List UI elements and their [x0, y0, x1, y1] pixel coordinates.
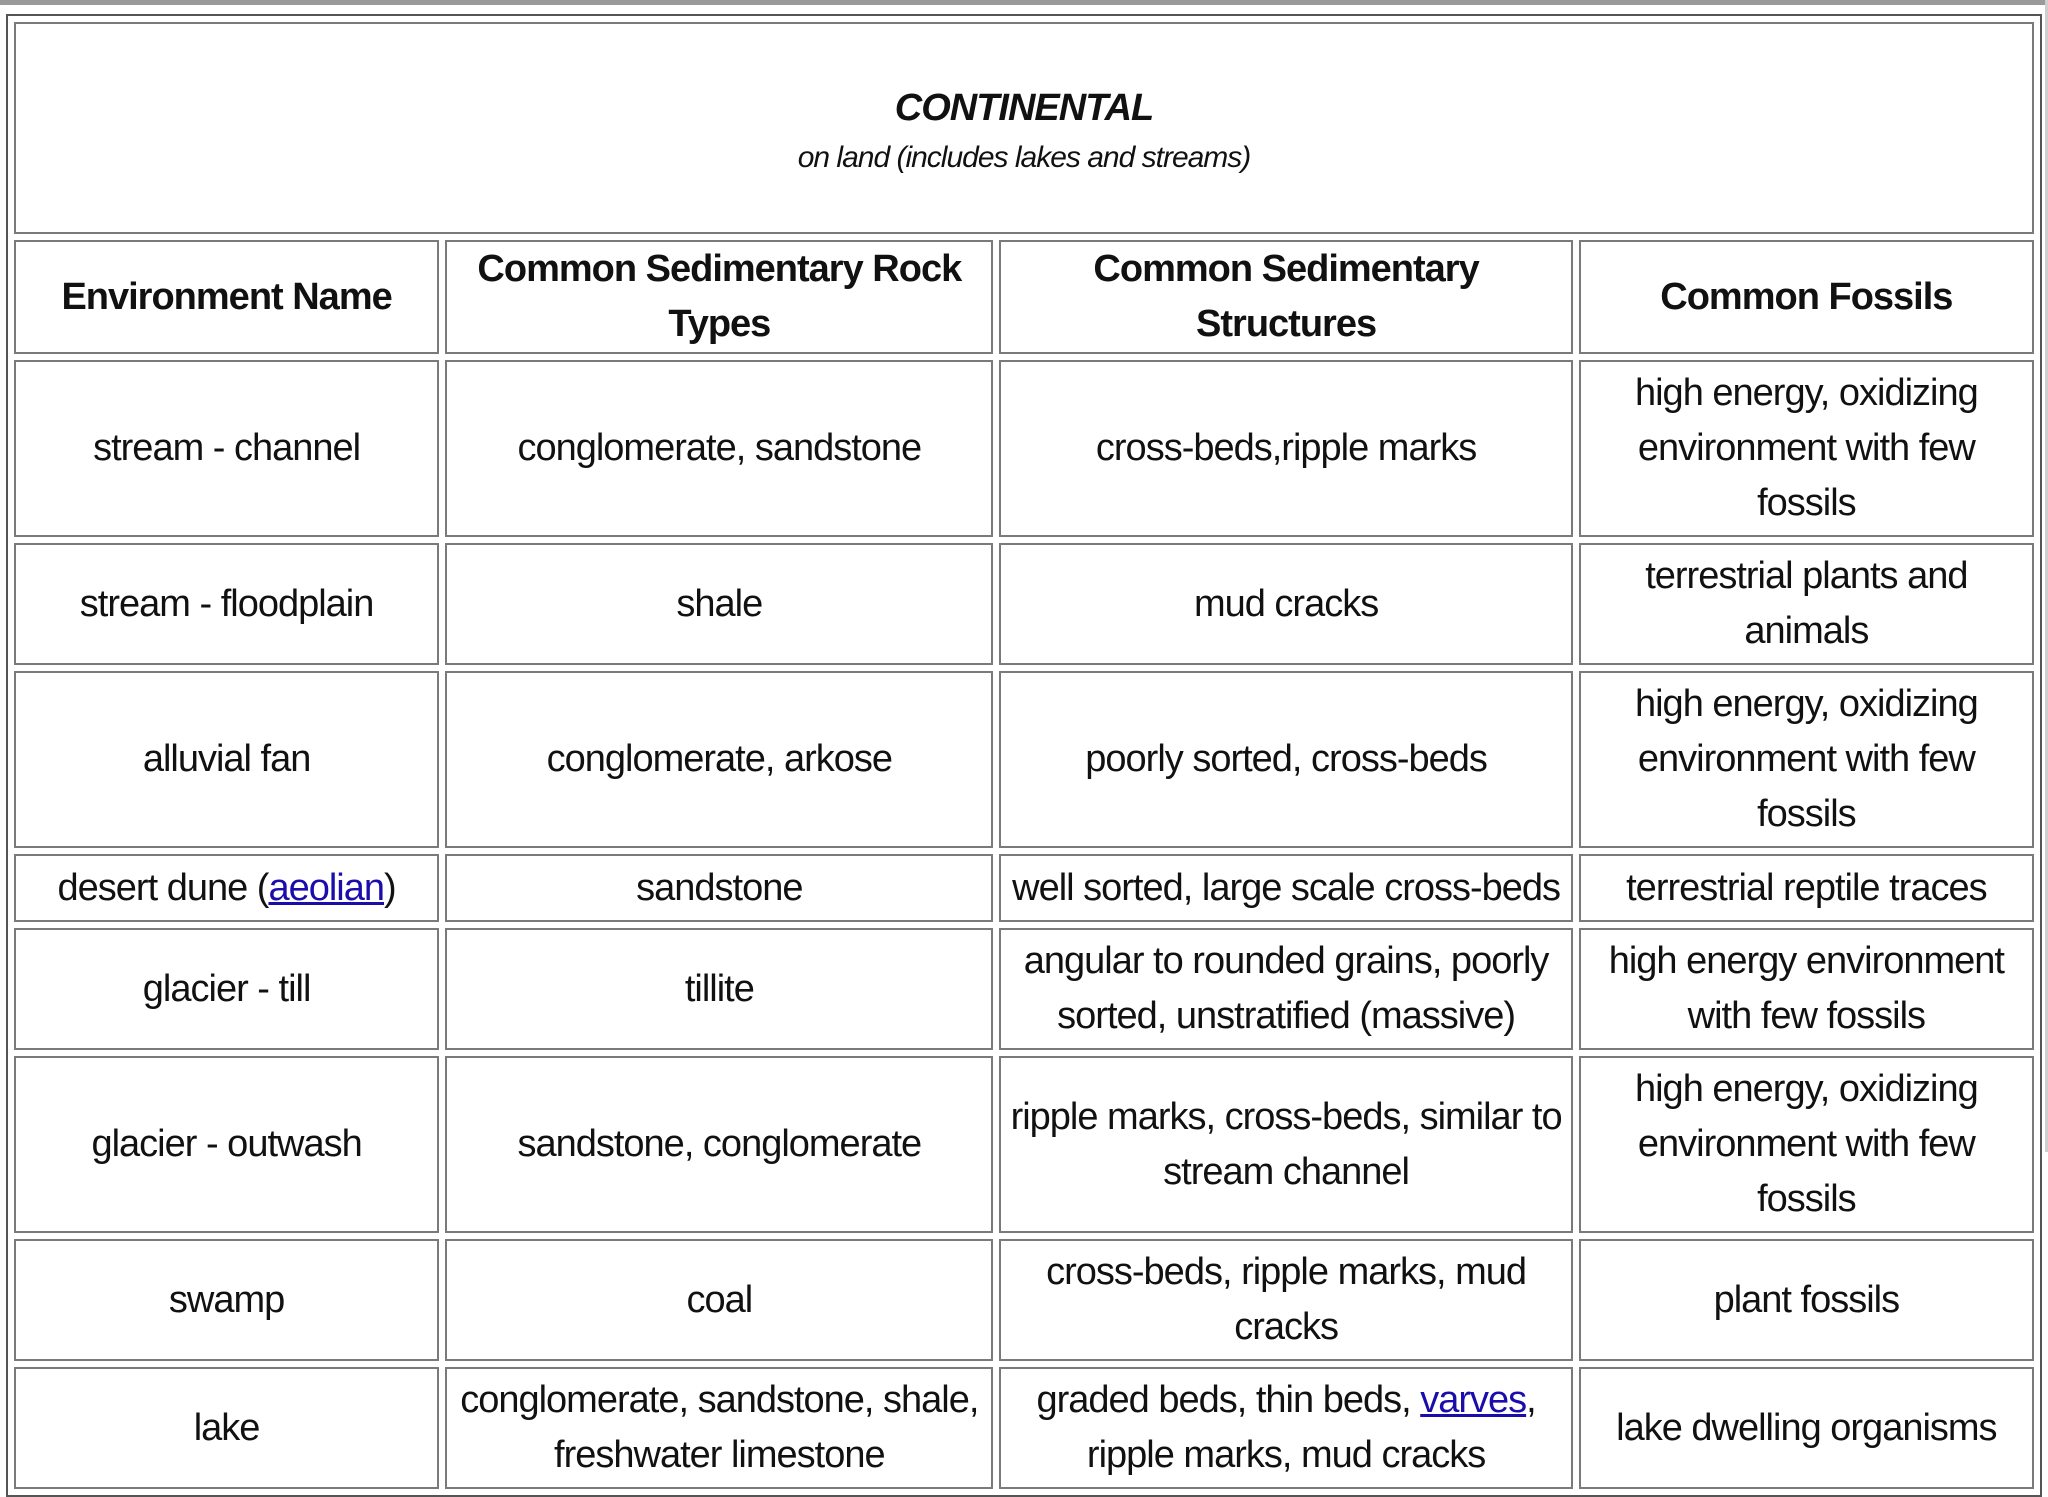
- table-row: [14, 360, 2034, 537]
- title-row: [14, 22, 2034, 234]
- environment-cell: swamp: [14, 1239, 439, 1361]
- header-common-fossils: Common Fossils: [1579, 240, 2034, 354]
- structures-text-suffix: , ripple marks, mud cracks: [1086, 1379, 1536, 1476]
- environment-cell: [14, 854, 439, 922]
- structures-cell: cross-beds,ripple marks: [999, 360, 1572, 537]
- fossils-cell: high energy environment with few fossils: [1579, 928, 2034, 1050]
- rock-types-cell: conglomerate, sandstone: [445, 360, 993, 537]
- structures-cell: ripple marks, cross-beds, similar to stream channel: [999, 1056, 1572, 1233]
- structures-cell: mud cracks: [999, 543, 1572, 665]
- header-environment-name: Environment Name: [14, 240, 439, 354]
- structures-cell: cross-beds, ripple marks, mud cracks: [999, 1239, 1572, 1361]
- environment-cell: glacier - outwash: [14, 1056, 439, 1233]
- varves-link[interactable]: varves: [1420, 1379, 1527, 1421]
- table-row: [14, 854, 2034, 922]
- fossils-cell: terrestrial plants and animals: [1579, 543, 2034, 665]
- table-row: [14, 1239, 2034, 1361]
- rock-types-cell: sandstone, conglomerate: [445, 1056, 993, 1233]
- table-title: CONTINENTAL: [894, 87, 1154, 129]
- structures-text-prefix: graded beds, thin beds,: [1036, 1379, 1421, 1421]
- header-rock-types: Common Sedimentary Rock Types: [445, 240, 993, 354]
- title-cell: [14, 22, 2034, 234]
- structures-cell: well sorted, large scale cross-beds: [999, 854, 1572, 922]
- top-border: [0, 0, 2048, 5]
- environment-cell: stream - floodplain: [14, 543, 439, 665]
- header-row: [14, 240, 2034, 354]
- rock-types-cell: shale: [445, 543, 993, 665]
- aeolian-link[interactable]: aeolian: [268, 866, 385, 909]
- structures-cell: [999, 1367, 1572, 1489]
- fossils-cell: high energy, oxidizing environment with few fossils: [1579, 360, 2034, 537]
- table-row: [14, 928, 2034, 1050]
- fossils-cell: high energy, oxidizing environment with few fossils: [1579, 671, 2034, 848]
- fossils-cell: plant fossils: [1579, 1239, 2034, 1361]
- structures-cell: poorly sorted, cross-beds: [999, 671, 1572, 848]
- structures-cell: angular to rounded grains, poorly sorted, unstratified (massive): [999, 928, 1572, 1050]
- environment-text-suffix: ): [384, 866, 396, 909]
- rock-types-cell: tillite: [445, 928, 993, 1050]
- fossils-cell: terrestrial reptile traces: [1579, 854, 2034, 922]
- rock-types-cell: conglomerate, sandstone, shale, freshwater limestone: [445, 1367, 993, 1489]
- rock-types-cell: sandstone: [445, 854, 993, 922]
- environment-cell: glacier - till: [14, 928, 439, 1050]
- continental-environments-table: [6, 14, 2042, 1497]
- rock-types-cell: conglomerate, arkose: [445, 671, 993, 848]
- rock-types-cell: coal: [445, 1239, 993, 1361]
- environment-cell: lake: [14, 1367, 439, 1489]
- table-row: [14, 1056, 2034, 1233]
- fossils-cell: high energy, oxidizing environment with few fossils: [1579, 1056, 2034, 1233]
- header-sedimentary-structures: Common Sedimentary Structures: [999, 240, 1572, 354]
- table-row: [14, 671, 2034, 848]
- table-row: [14, 543, 2034, 665]
- environment-text-prefix: desert dune (: [57, 866, 269, 909]
- environment-cell: alluvial fan: [14, 671, 439, 848]
- environment-cell: stream - channel: [14, 360, 439, 537]
- table-subtitle: on land (includes lakes and streams): [797, 141, 1251, 174]
- fossils-cell: lake dwelling organisms: [1579, 1367, 2034, 1489]
- table-row: [14, 1367, 2034, 1489]
